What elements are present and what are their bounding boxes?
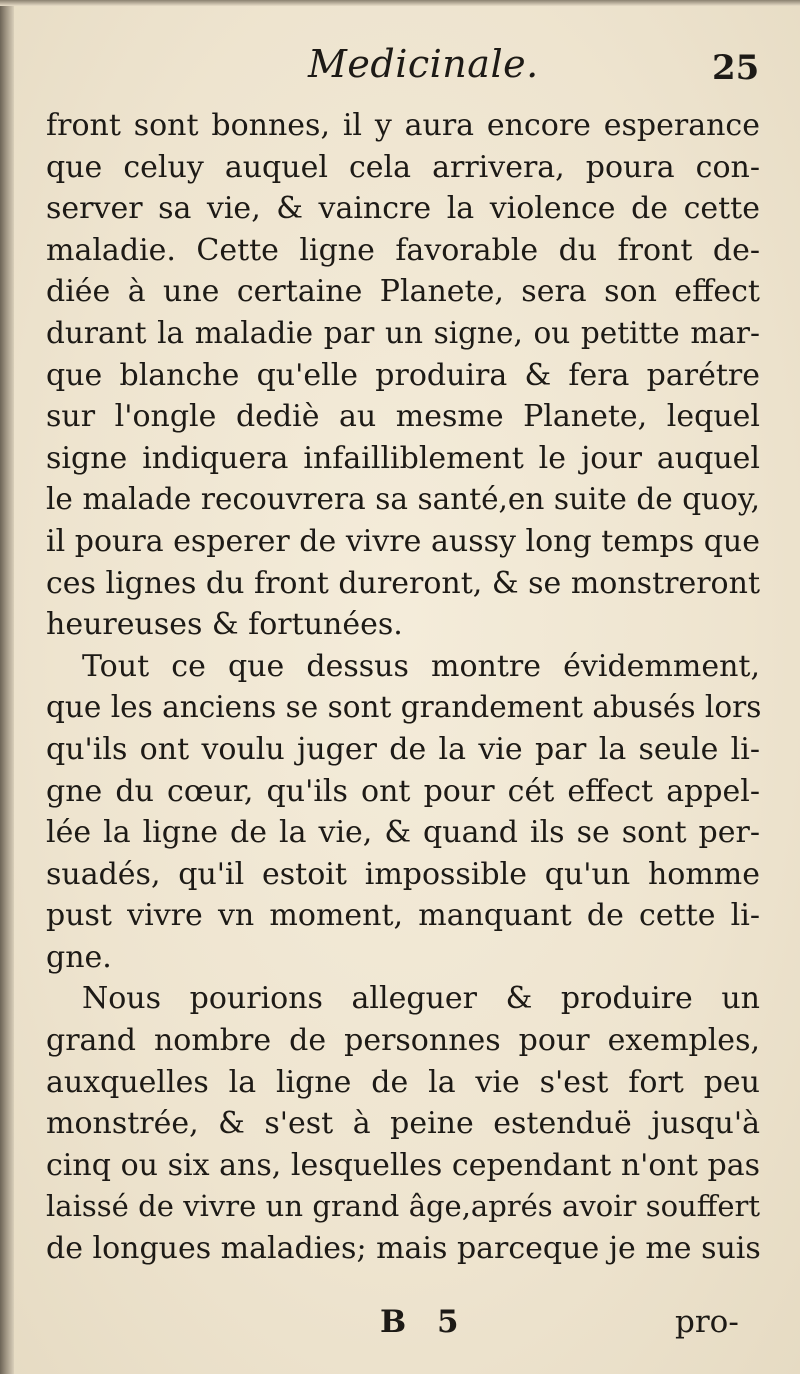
text-line: gne. xyxy=(46,939,112,975)
text-line: Tout ce que dessus montre évidemment, xyxy=(82,648,760,684)
text-line: qu'ils ont voulu juger de la vie par la seule li- xyxy=(46,731,760,767)
text-line: server sa vie, & vaincre la violence de cette xyxy=(46,191,760,227)
text-line: cinq ou six ans, lesquelles cependant n'ont pas xyxy=(46,1147,760,1183)
text-line: pust vivre vn moment, manquant de cette li- xyxy=(46,898,760,934)
text-line: gne du cœur, qu'ils ont pour cét effect appel- xyxy=(46,773,760,809)
text-line: front sont bonnes, il y aura encore esperance xyxy=(46,108,760,143)
signature-mark: B 5 xyxy=(380,1304,469,1340)
text-line: Nous pourions alleguer & produire un xyxy=(82,981,760,1017)
text-line: lée la ligne de la vie, & quand ils se sont per- xyxy=(46,815,760,851)
text-line: le malade recouvrera sa santé,en suite de quoy, xyxy=(46,482,760,517)
text-line: signe indiquera infailliblement le jour auquel xyxy=(46,440,760,476)
text-line: sur l'ongle dediè au mesme Planete, lequel xyxy=(46,399,760,435)
body-text xyxy=(46,105,760,1270)
text-line: maladie. Cette ligne favorable du front de- xyxy=(46,232,760,268)
text-line: monstrée, & s'est à peine estenduë jusqu'à xyxy=(46,1106,760,1142)
text-line: ces lignes du front dureront, & se monstreront xyxy=(46,565,760,601)
text-line: heureuses & fortunées. xyxy=(46,607,403,643)
text-line: que blanche qu'elle produira & fera parétre xyxy=(46,357,760,393)
catchword: pro- xyxy=(675,1304,739,1340)
page-footer xyxy=(0,1304,800,1354)
page-header xyxy=(0,38,800,98)
text-line: durant la maladie par un signe, ou petitte mar- xyxy=(46,315,760,350)
running-title: Medicinale. xyxy=(308,42,539,86)
text-line: de longues maladies; mais parceque je me suis xyxy=(46,1231,761,1267)
text-line: il poura esperer de vivre aussy long temps que xyxy=(46,523,760,559)
page-number: 25 xyxy=(712,48,760,88)
page-gutter-shadow xyxy=(0,0,14,1374)
page-top-shadow xyxy=(0,0,800,6)
text-line: que les anciens se sont grandement abusés lors xyxy=(46,690,762,725)
text-line: laissé de vivre un grand âge,aprés avoir souffert xyxy=(46,1189,760,1224)
text-line: suadés, qu'il estoit impossible qu'un homme xyxy=(46,856,760,892)
text-line: que celuy auquel cela arrivera, poura con- xyxy=(46,149,760,185)
text-line: grand nombre de personnes pour exemples, xyxy=(46,1023,760,1059)
text-line: diée à une certaine Planete, sera son effect xyxy=(46,274,760,310)
text-line: auxquelles la ligne de la vie s'est fort peu xyxy=(46,1064,760,1100)
